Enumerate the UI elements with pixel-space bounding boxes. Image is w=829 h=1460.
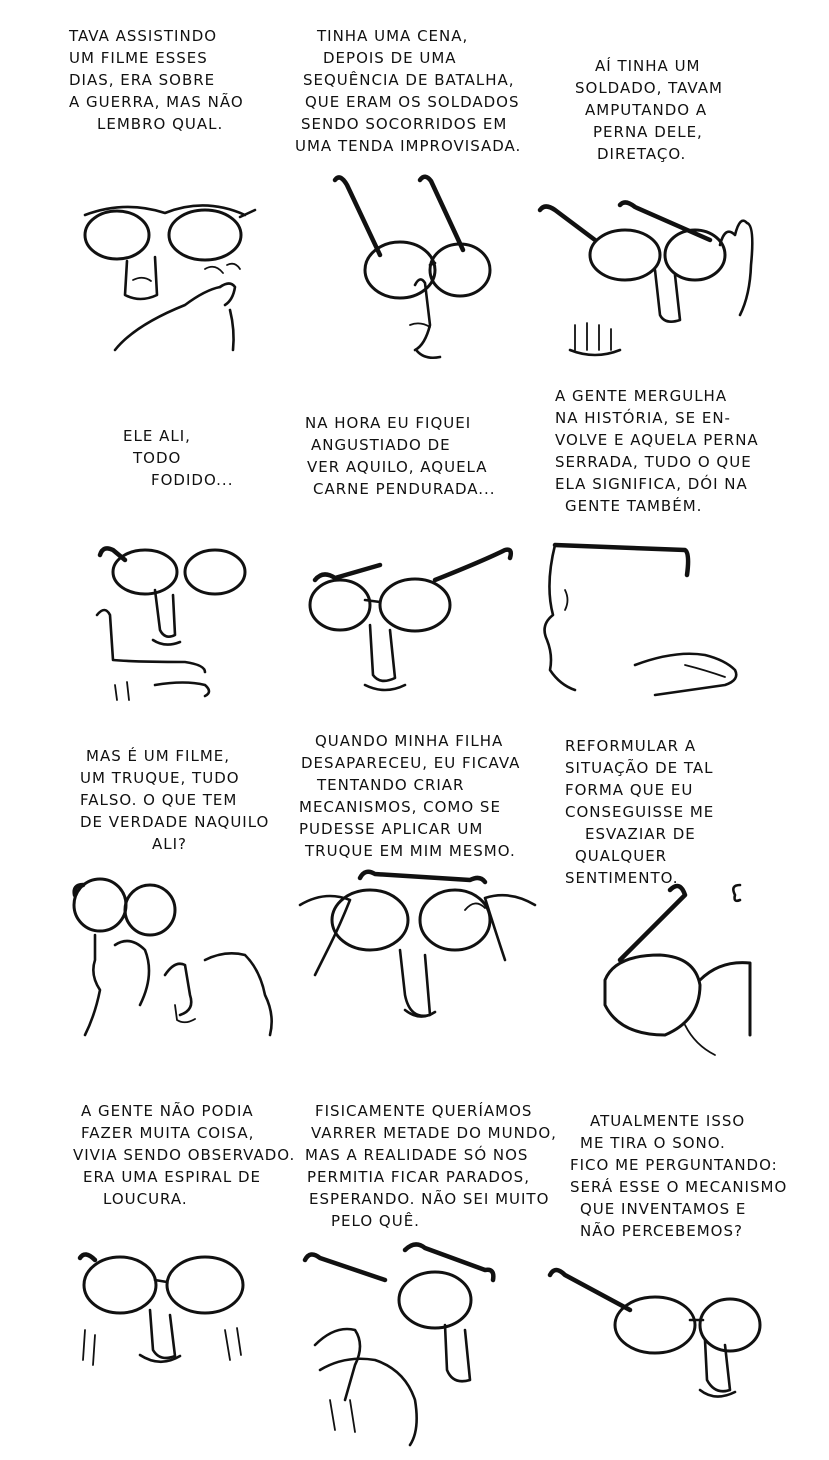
- caption-line: QUALQUER: [575, 847, 668, 865]
- caption-line: VER AQUILO, AQUELA: [307, 458, 488, 476]
- caption-line: FICO ME PERGUNTANDO:: [570, 1156, 778, 1174]
- caption-line: FALSO. O QUE TEM: [80, 791, 238, 809]
- caption-line: VARRER METADE DO MUNDO,: [311, 1124, 557, 1142]
- glasses-face-drawing: [295, 400, 555, 750]
- panel-8: [295, 730, 555, 1080]
- caption-line: ANGUSTIADO DE: [311, 436, 451, 454]
- caption-line: FAZER MUITA COISA,: [81, 1124, 255, 1142]
- caption-line: UMA TENDA IMPROVISADA.: [295, 137, 522, 155]
- caption-line: SENTIMENTO.: [565, 869, 679, 887]
- caption-line: CONSEGUISSE ME: [565, 803, 715, 821]
- caption-line: REFORMULAR A: [565, 737, 697, 755]
- panel-7: [55, 735, 315, 1085]
- glasses-hand-drawing: [55, 25, 315, 375]
- caption-line: ALI?: [152, 835, 188, 853]
- caption-line: ESVAZIAR DE: [585, 825, 696, 843]
- caption-line: CARNE PENDURADA...: [313, 480, 496, 498]
- caption-line: DIRETAÇO.: [597, 145, 687, 163]
- caption-line: LOUCURA.: [103, 1190, 188, 1208]
- panel-9: [535, 735, 795, 1085]
- glasses-face-drawing: [55, 1100, 315, 1450]
- caption-line: NA HISTÓRIA, SE EN-: [555, 409, 731, 427]
- caption-line: ELA SIGNIFICA, DÓI NA: [555, 475, 748, 493]
- panel-3: [535, 25, 795, 375]
- caption-line: VOLVE E AQUELA PERNA: [555, 431, 759, 449]
- caption-line: QUANDO MINHA FILHA: [315, 732, 504, 750]
- panel-11: [295, 1100, 555, 1450]
- caption-line: ELE ALI,: [123, 427, 191, 445]
- caption-line: ERA UMA ESPIRAL DE: [83, 1168, 261, 1186]
- panel-2: [295, 25, 555, 375]
- caption-line: PUDESSE APLICAR UM: [299, 820, 484, 838]
- panel-5: [295, 400, 555, 750]
- caption-line: UM FILME ESSES: [69, 49, 208, 67]
- glasses-hands-drawing: [535, 25, 795, 375]
- caption-line: NA HORA EU FIQUEI: [305, 414, 472, 432]
- caption-line: SOLDADO, TAVAM: [575, 79, 723, 97]
- glasses-hands-drawing: [55, 735, 315, 1085]
- caption-line: FODIDO...: [151, 471, 234, 489]
- caption-line: NÃO PERCEBEMOS?: [580, 1222, 743, 1240]
- caption-line: SERRADA, TUDO O QUE: [555, 453, 752, 471]
- caption-line: AMPUTANDO A: [585, 101, 708, 119]
- caption-line: DIAS, ERA SOBRE: [69, 71, 216, 89]
- caption-line: DEPOIS DE UMA: [323, 49, 457, 67]
- caption-line: MAS É UM FILME,: [86, 747, 231, 765]
- caption-line: A GENTE MERGULHA: [555, 387, 728, 405]
- caption-line: PERNA DELE,: [593, 123, 703, 141]
- caption-line: SEQUÊNCIA DE BATALHA,: [303, 71, 515, 89]
- glasses-hand-drawing: [295, 1100, 555, 1450]
- caption-line: TODO: [133, 449, 182, 467]
- glasses-profile-drawing: [535, 385, 795, 735]
- caption-line: PELO QUÊ.: [331, 1212, 420, 1230]
- caption-line: TENTANDO CRIAR: [317, 776, 465, 794]
- caption-line: FISICAMENTE QUERÍAMOS: [315, 1102, 533, 1120]
- caption-line: QUE ERAM OS SOLDADOS: [305, 93, 520, 111]
- caption-line: A GUERRA, MAS NÃO: [69, 93, 244, 111]
- caption-line: LEMBRO QUAL.: [97, 115, 224, 133]
- caption-line: PERMITIA FICAR PARADOS,: [307, 1168, 530, 1186]
- caption-line: VIVIA SENDO OBSERVADO.: [73, 1146, 296, 1164]
- caption-line: GENTE TAMBÉM.: [565, 497, 703, 515]
- caption-line: FORMA QUE EU: [565, 781, 694, 799]
- caption-line: DE VERDADE NAQUILO: [80, 813, 270, 831]
- caption-line: TRUQUE EM MIM MESMO.: [305, 842, 516, 860]
- panel-12: [535, 1110, 795, 1460]
- panel-4: [55, 400, 315, 750]
- caption-line: MECANISMOS, COMO SE: [299, 798, 501, 816]
- caption-line: ESPERANDO. NÃO SEI MUITO: [309, 1190, 550, 1208]
- caption-line: TAVA ASSISTINDO: [69, 27, 218, 45]
- caption-line: SITUAÇÃO DE TAL: [565, 759, 714, 777]
- glasses-hands-drawing: [295, 730, 555, 1080]
- caption-line: AÍ TINHA UM: [595, 57, 701, 75]
- caption-line: ATUALMENTE ISSO: [590, 1112, 746, 1130]
- caption-line: ME TIRA O SONO.: [580, 1134, 726, 1152]
- caption-line: MAS A REALIDADE SÓ NOS: [305, 1146, 529, 1164]
- panel-1: [55, 25, 315, 375]
- caption-line: UM TRUQUE, TUDO: [80, 769, 240, 787]
- glasses-closeup-drawing: [535, 735, 795, 1085]
- caption-line: SENDO SOCORRIDOS EM: [301, 115, 508, 133]
- panel-6: [535, 385, 795, 735]
- caption-line: A GENTE NÃO PODIA: [81, 1102, 254, 1120]
- caption-line: SERÁ ESSE O MECANISMO: [570, 1178, 788, 1196]
- caption-line: QUE INVENTAMOS E: [580, 1200, 747, 1218]
- glasses-face-drawing: [295, 25, 555, 375]
- caption-line: DESAPARECEU, EU FICAVA: [301, 754, 521, 772]
- glasses-finger-drawing: [55, 400, 315, 750]
- panel-10: [55, 1100, 315, 1450]
- glasses-face-drawing: [535, 1110, 795, 1460]
- caption-line: TINHA UMA CENA,: [317, 27, 469, 45]
